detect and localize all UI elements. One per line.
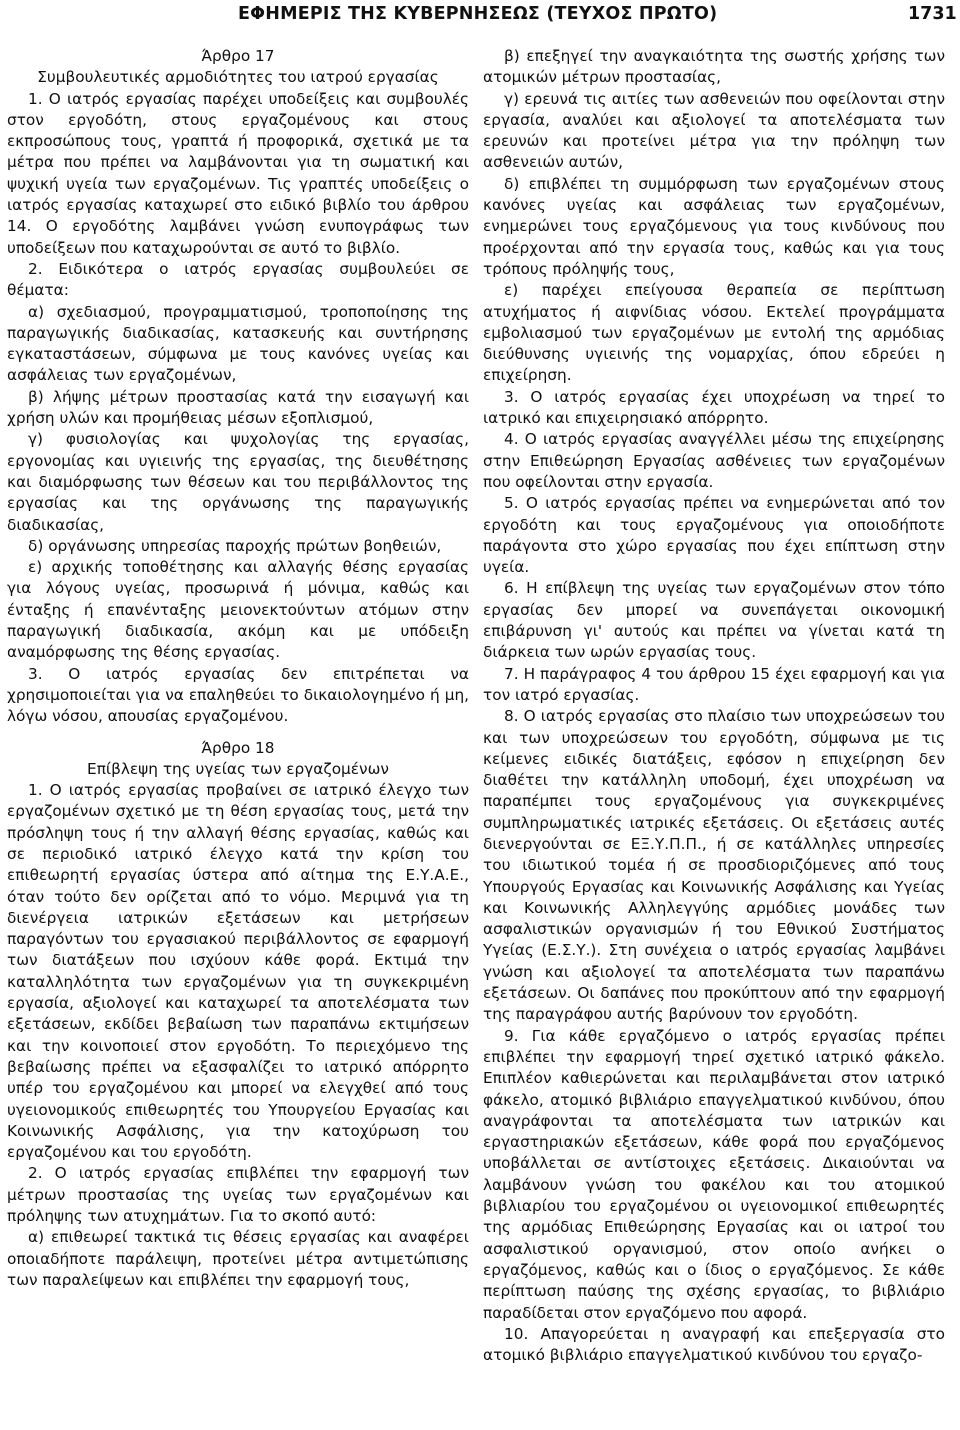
paragraph: γ) ερευνά τις αιτίες των ασθενειών που οφείλονται στην εργασία, αναλύει και αξιολογεί τα αποτελέσματα των ερευνών και προτείνει μέτρα για την πρόληψη των ασθενειών αυτών, [483,89,945,172]
paragraph: 1. Ο ιατρός εργασίας παρέχει υποδείξεις και συμβουλές στον εργοδότη, στους εργαζομένους και στους εκπροσώπους τους, γραπτά ή προφορικά, σχετικά με τα μέτρα που πρέπει να λαμβάνονται για τη σωματική και ψυχική υγεία των εργαζομένων. Τις γραπτές υποδείξεις ο ιατρός εργασίας καταχωρεί στο ειδικό βιβλίο του άρθρου 14. Ο εργοδότης λαμβάνει γνώση ενυπογράφως των υποδείξεων που καταχωρούνται σε αυτό το βιβλίο. [7,89,469,257]
paragraph: δ) οργάνωσης υπηρεσίας παροχής πρώτων βοηθειών, [28,536,442,555]
paragraph: 5. Ο ιατρός εργασίας πρέπει να ενημερώνεται από τον εργοδότη και τους εργαζομένους για οποιοδήποτε παράγοντα στο χώρο εργασίας που έχει επίπτωση στην υγεία. [483,494,945,577]
paragraph: 9. Για κάθε εργαζόμενο ο ιατρός εργασίας πρέπει επιβλέπει την εφαρμογή τηρεί σχετικό ιατρικό φάκελο. Επιπλέον καθιερώνεται και περιλαμβάνεται στον ιατρικό φάκελο, ατομικό βιβλιάριο επαγγελματικού κινδύνου, όπου αναγράφονται τα αποτελέσματα των ιατρικών και εργαστηριακών εξετάσεων, κάθε φορά που εργαζόμενος υποβάλλεται σε αντίστοιχες εξετάσεις. Δικαιούνται να λαμβάνουν γνώση του φακέλου και του ατομικού βιβλιαρίου του εργαζομένου οι υγειονομικοί επιθεωρητές της αρμόδιας Επιθεώρησης Εργασίας και οι ιατροί του ασφαλιστικού οργανισμού, στον οποίο ανήκει ο εργαζόμενος, καθώς και ο ίδιος ο εργαζόμενος. Σε κάθε περίπτωση παύσης της σχέσης εργασίας, το βιβλιάριο παραδίδεται στον εργαζόμενο που αφορά. [483,1026,945,1322]
paragraph: 2. Ειδικότερα ο ιατρός εργασίας συμβουλεύει σε θέματα: [7,259,469,300]
right-column [483,46,945,1366]
paragraph: 3. Ο ιατρός εργασίας έχει υποχρέωση να τηρεί το ιατρικό και επιχειρησιακό απόρρητο. [483,387,945,428]
paragraph: 1. Ο ιατρός εργασίας προβαίνει σε ιατρικό έλεγχο των εργαζομένων σχετικό με τη θέση εργασίας τους, μετά την πρόσληψη τους ή την αλλαγή θέσης εργασίας, καθώς και σε περιοδικό ιατρικό έλεγχο κατά την κρίση του επιθεωρητή εργασίας ύστερα από αίτημα της Ε.Υ.Α.Ε., όταν τούτο δεν ορίζεται από το νόμο. Μεριμνά για τη διενέργεια ιατρικών εξετάσεων και μετρήσεων παραγόντων του εργασιακού περιβάλλοντος σε εφαρμογή των διατάξεων που ισχύουν κάθε φορά. Εκτιμά την καταλληλότητα των εργαζομένων για τη συγκεκριμένη εργασία, αξιολογεί και καταχωρεί τα αποτελέσματα των εξετάσεων, εκδίδει βεβαίωση των παραπάνω εκτιμήσεων και την κοινοποιεί στον εργοδότη. Το περιεχόμενο της βεβαίωσης πρέπει να εξασφαλίζει το ιατρικό απόρρητο υπέρ του εργαζομένου και μπορεί να ελεγχθεί από τους υγειονομικούς επιθεωρητές του Υπουργείου Εργασίας και Κοινωνικής Ασφάλισης, για την κατοχύρωση του εργαζομένου και του εργοδότη. [7,781,469,1162]
article-18-heading: Άρθρο 18 [201,738,275,757]
page-header [0,0,960,36]
paragraph: α) σχεδιασμού, προγραμματισμού, τροποποίησης της παραγωγικής διαδικασίας, κατασκευής και συντήρησης εγκαταστάσεων, σύμφωνα με τους κανόνες υγείας και ασφάλειας των εργαζομένων, [7,302,469,385]
paragraph: α) επιθεωρεί τακτικά τις θέσεις εργασίας και αναφέρει οποιαδήποτε παράλειψη, προτείνει μέτρα αντιμετώπισης των παραλείψεων και επιβλέπει την εφαρμογή τους, [7,1228,469,1289]
paragraph: 10. Απαγορεύεται η αναγραφή και επεξεργασία στο ατομικό βιβλιάριο επαγγελματικού κινδύνου του εργαζο- [483,1324,945,1365]
paragraph: γ) φυσιολογίας και ψυχολογίας της εργασίας, εργονομίας και υγιεινής της εργασίας, της διευθέτησης και διαμόρφωσης των θέσεων και του περιβάλλοντος της εργασίας και της οργάνωσης της παραγωγικής διαδικασίας, [7,430,469,534]
article-17-heading: Άρθρο 17 [201,47,275,65]
paragraph: 6. Η επίβλεψη της υγείας των εργαζομένων στον τόπο εργασίας δεν μπορεί να συνεπάγεται οικονομική επιβάρυνση γι' αυτούς και πρέπει να γίνεται κατά τη διάρκεια των ωρών εργασίας τους. [483,579,945,662]
paragraph: 7. Η παράγραφος 4 του άρθρου 15 έχει εφαρμογή και για τον ιατρό εργασίας. [483,664,945,704]
paragraph: 4. Ο ιατρός εργασίας αναγγέλλει μέσω της επιχείρησης στην Επιθεώρηση Εργασίας ασθένειες των εργαζομένων που οφείλονται στην εργασία. [483,430,945,491]
paragraph: 8. Ο ιατρός εργασίας στο πλαίσιο των υποχρεώσεων του και των υποχρεώσεων του εργοδότη, σύμφωνα με τις κείμενες ειδικές διατάξεις, εφόσον η επιχείρηση δεν διαθέτει την κατάλληλη υποδομή, έχει υποχρέωση να παραπέμπει τους εργαζομένους για συγκεκριμένες συμπληρωματικές ιατρικές εξετάσεις. Οι εξετάσεις αυτές διενεργούνται σε ΕΞ.Υ.Π.Π., ή σε κατάλληλες υπηρεσίες του ιδιωτικού τομέα ή σε προσδιοριζόμενες από τους Υπουργούς Εργασίας και Κοινωνικής Ασφάλισης και Υγείας και Κοινωνικής Αλληλεγγύης αρμόδιες μονάδες των ασφαλιστικών οργανισμών ή του Εθνικού Συστήματος Υγείας (Ε.Σ.Υ.). Στη συνέχεια ο ιατρός εργασίας λαμβάνει γνώση και αξιολογεί τα αποτελέσματα των παραπάνω εξετάσεων. Οι δαπάνες που προκύπτουν από την εφαρμογή της παραγράφου αυτής βαρύνουν τον εργοδότη. [483,707,945,1024]
journal-title: ΕΦΗΜΕΡΙΣ ΤΗΣ ΚΥΒΕΡΝΗΣΕΩΣ (ΤΕΥΧΟΣ ΠΡΩΤΟ) [238,4,718,24]
page-number: 1731 [908,4,957,24]
paragraph: β) επεξηγεί την αναγκαιότητα της σωστής χρήσης των ατομικών μέτρων προστασίας, [483,47,945,87]
paragraph: 3. Ο ιατρός εργασίας δεν επιτρέπεται να χρησιμοποιείται για να επαληθεύει το δικαιολογημένο ή μη, λόγω νόσου, απουσίας εργαζομένου. [7,664,469,726]
paragraph: 2. Ο ιατρός εργασίας επιβλέπει την εφαρμογή των μέτρων προστασίας της υγείας των εργαζομένων και πρόληψης των ατυχημάτων. Για το σκοπό αυτό: [7,1164,469,1226]
left-column [7,46,469,1291]
article-17-title: Συμβουλευτικές αρμοδιότητες του ιατρού εργασίας [37,68,439,87]
paragraph: ε) αρχικής τοποθέτησης και αλλαγής θέσης εργασίας για λόγους υγείας, προσωρινά ή μόνιμα, καθώς και ένταξης ή επανένταξης μειονεκτούντων ατόμων στην παραγωγική διαδικασία, ακόμη και με υπόδειξη αναμόρφωσης της θέσης εργασίας. [7,558,469,662]
paragraph: δ) επιβλέπει τη συμμόρφωση των εργαζομένων στους κανόνες υγείας και ασφάλειας των εργαζομένων, ενημερώνει τους εργαζόμενους για τους κινδύνους που προέρχονται από την εργασία τους, καθώς και για τους τρόπους πρόληψής τους, [483,174,945,278]
paragraph: β) λήψης μέτρων προστασίας κατά την εισαγωγή και χρήση υλών και προμήθειας μέσων εξοπλισμού, [7,387,469,428]
paragraph: ε) παρέχει επείγουσα θεραπεία σε περίπτωση ατυχήματος ή αιφνίδιας νόσου. Εκτελεί προγράμματα εμβολιασμού των εργαζομένων με εντολή της αρμόδιας διεύθυνσης υγιεινής της νομαρχίας, όπου εδρεύει η επιχείρηση. [483,281,945,385]
article-18-title: Επίβλεψη της υγείας των εργαζομένων [87,759,389,778]
